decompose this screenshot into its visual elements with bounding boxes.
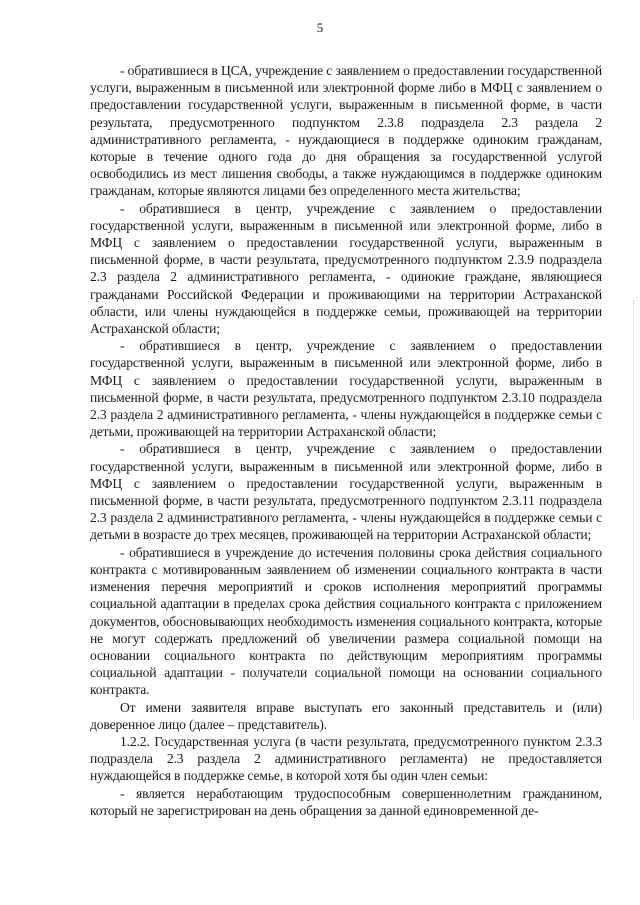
paragraph-section-1-2-2: 1.2.2. Государственная услуга (в части результата, предусмотренного пунктом 2.3.3 подраздела 2.3 раздела 2 административного регламента) не предоставляется нуждающейся в поддержке семье, в которой хотя бы один член семьи: (90, 733, 602, 784)
document-body (90, 62, 602, 819)
page-number: 5 (316, 20, 324, 35)
scan-margin-marks (631, 300, 634, 720)
paragraph-applicants-lonely-citizens: - обратившиеся в центр, учреждение с заявлением о предоставлении государственной услуги, выраженным в письменной или электронной форме, либо в МФЦ с заявлением о предоставлении государственной услуги, выраженным в письменной форме, в части результата, предусмотренного подпунктом 2.3.9 подраздела 2.3 раздела 2 административного регламента, - одинокие граждане, являющиеся гражданами Российской Федерации и проживающими на территории Астраханской области, или члены нуждающейся в поддержке семьи, проживающей на территории Астраханской области; (90, 200, 602, 337)
paragraph-contract-change-applicants: - обратившиеся в учреждение до истечения половины срока действия социального контракта с мотивированным заявлением об изменении социального контракта в части изменения перечня мероприятий и сроков исполнения мероприятий программы социальной адаптации в пределах срока действия социального контракта с приложением документов, обосновывающих необходимость изменения социального контракта, которые не могут содержать предложений об увеличении размера социальной помощи на основании социального контракта по действующим мероприятиям программы социальной адаптации - получатели социальной помощи на основании социального контракта. (90, 544, 602, 698)
paragraph-applicants-families-with-children: - обратившиеся в центр, учреждение с заявлением о предоставлении государственной услуги, выраженным в письменной или электронной форме, либо в МФЦ с заявлением о предоставлении государственной услуги, выраженным в письменной форме, в части результата, предусмотренного подпунктом 2.3.10 подраздела 2.3 раздела 2 административного регламента, - члены нуждающейся в поддержке семьи с детьми, проживающей на территории Астраханской области; (90, 338, 602, 440)
paragraph-representative: От имени заявителя вправе выступать его законный представитель и (или) доверенное лицо (далее – представитель). (90, 699, 602, 732)
paragraph-applicants-children-under-three-months: - обратившиеся в центр, учреждение с заявлением о предоставлении государственной услуги, выраженным в письменной или электронной форме, либо в МФЦ с заявлением о предоставлении государственной услуги, выраженным в письменной форме, в части результата, предусмотренного подпунктом 2.3.11 подраздела 2.3 раздела 2 административного регламента, - члены нуждающейся в поддержке семьи с детьми в возрасте до трех месяцев, проживающей на территории Астраханской области; (90, 441, 602, 543)
paragraph-applicants-csa: - обратившиеся в ЦСА, учреждение с заявлением о предоставлении государственной услуги, выраженным в письменной или электронной форме либо в МФЦ с заявлением о предоставлении государственной услуги, выраженным в письменной форме, в части результата, предусмотренного подпунктом 2.3.8 подраздела 2.3 раздела 2 административного регламента, - нуждающиеся в поддержке одиноким гражданам, которые в течение одного года до дня обращения за государственной услугой освободились из мест лишения свободы, а также нуждающимся в поддержке одиноким гражданам, которые являются лицами без определенного места жительства; (90, 63, 602, 199)
paragraph-unemployed-member: - является неработающим трудоспособным совершеннолетним гражданином, который не зарегистрирован на день обращения за данной единовременной де- (90, 785, 602, 818)
